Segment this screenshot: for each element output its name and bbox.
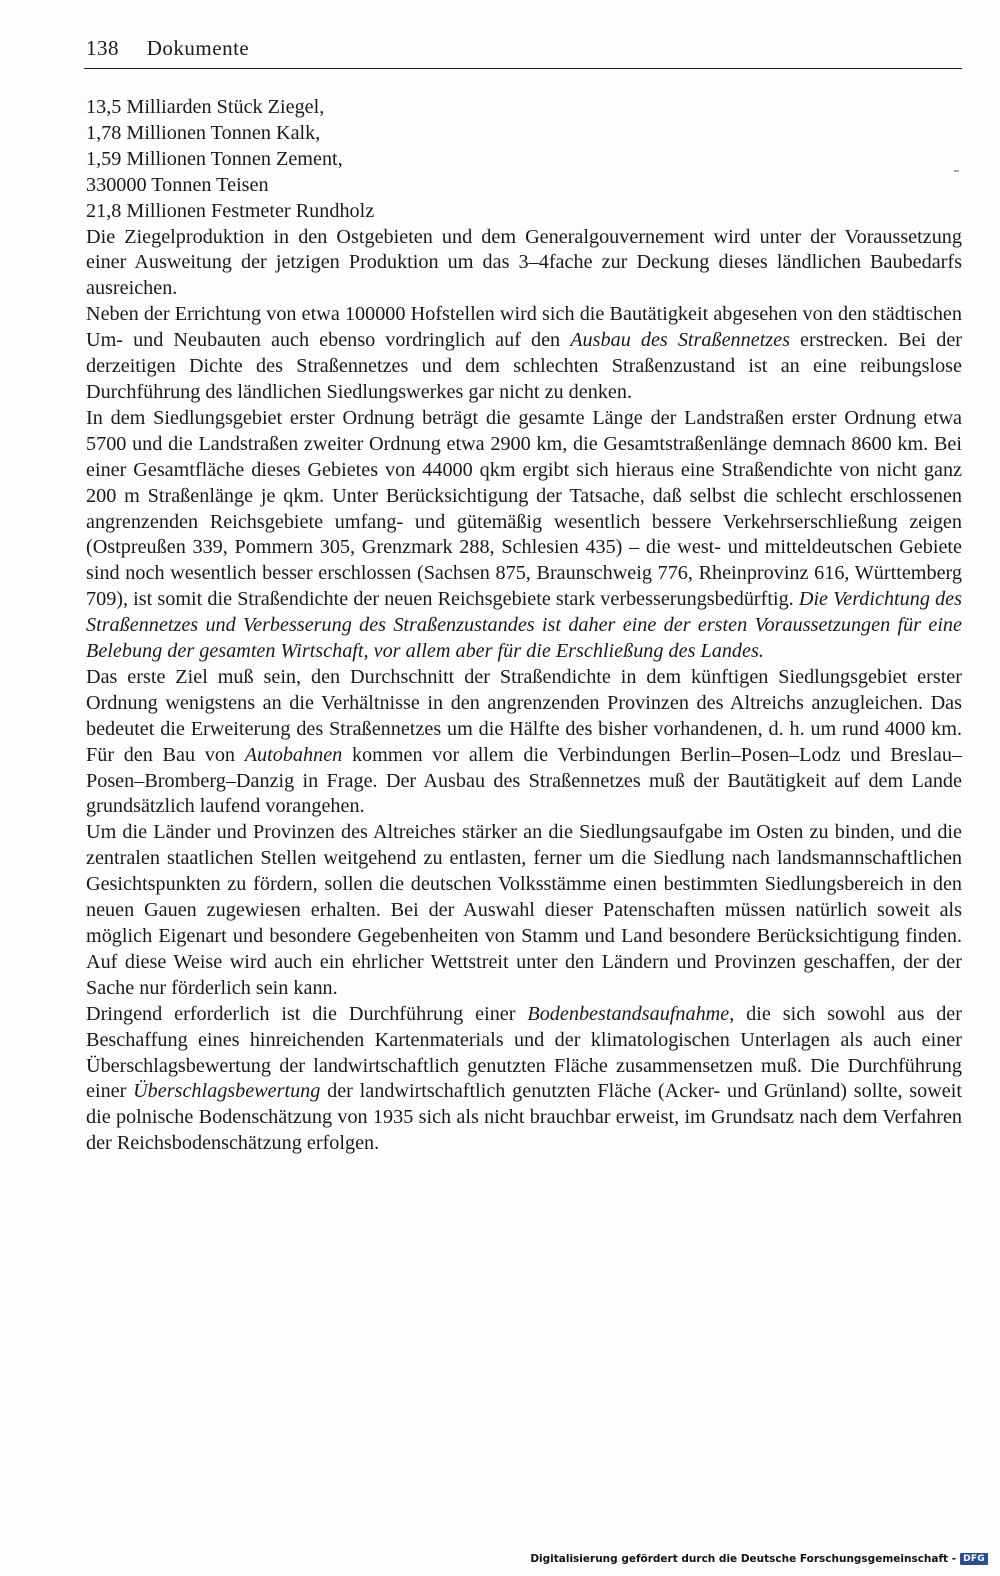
italic-text: Ausbau des Straßennetzes [570,329,790,352]
paragraph [86,225,962,303]
list-item: 13,5 Milliarden Stück Ziegel, [86,96,325,118]
footer-credit [530,1550,988,1568]
footer-credit-text: Digitalisierung gefördert durch die Deutsche Forschungsgemeinschaft - [530,1553,957,1565]
paragraph-text: erstrecken. Bei der derzeitigen Dichte des Straßennetzes und dem schlechten Straßenzustand ist an eine reibungslose Durchführung des ländlichen Siedlungswerkes gar nicht zu denken. [86,329,963,403]
paragraph [86,302,962,406]
paragraph-text: Dringend erforderlich ist die Durchführung einer [86,1002,528,1025]
list-item: 1,78 Millionen Tonnen Kalk, [86,121,321,144]
page-number: 138 [86,36,119,60]
section-title: Dokumente [146,36,250,60]
paragraph-text: In dem Siedlungsgebiet erster Ordnung beträgt die gesamte Länge der Landstraßen erster Ordnung etwa 5700 und die Landstraßen zweiter Ordnung etwa 2900 km, die Gesamtstraßenlänge demnach 8600 km. Bei einer Gesamtfläche dieses Gebietes von 44000 qkm ergibt sich hieraus eine Straßendichte von nicht ganz 200 m Straßenlänge je qkm. Unter Berücksichtigung der Tatsache, daß selbst die schlecht erschlossenen angrenzenden Reichsgebiete umfang- und gütemäßig wesentlich bessere Verkehrserschließung zeigen (Ostpreußen 339, Pommern 305, Grenzmark 288, Schlesien 435) – die west- und mitteldeutschen Gebiete sind noch wesentlich besser erschlossen (Sachsen 875, Braunschweig 776, Rheinprovinz 616, Württemberg 709), ist somit die Straßendichte der neuen Reichsgebiete stark verbesserungsbedürftig. [86,406,962,611]
italic-text: Überschlagsbewertung [133,1080,321,1103]
body-text [86,95,962,1157]
paragraph-text: der landwirtschaftlich genutzten Fläche (Acker- und Grünland) sollte, soweit die polnische Bodenschätzung von 1935 sich als nicht brauchbar erweist, im Grundsatz nach dem Verfahren der Reichsbodenschätzung erfolgen. [86,1080,962,1155]
paragraph-text: Neben der Errichtung von etwa 100000 Hofstellen wird sich die Bautätigkeit abgesehen von den städtischen Um- und Neubauten auch ebenso vordringlich auf den [86,303,962,352]
material-list [86,95,962,225]
paragraph-text: Um die Länder und Provinzen des Altreiches stärker an die Siedlungsaufgabe im Osten zu binden, und die zentralen staatlichen Stellen weitgehend zu entlasten, ferner um die Siedlung nach landsmannschaftlichen Gesichtspunkten zu fördern, sollen die deutschen Volksstämme einen bestimmten Siedlungsbereich in den neuen Gauen zugewiesen erhalten. Bei der Auswahl dieser Patenschaften müssen natürlich soweit als möglich Eigenart und besondere Gegebenheiten von Stamm und Land besondere Berücksichtigung finden. Auf diese Weise wird auch ein ehrlicher Wettstreit unter den Ländern und Provinzen geschaffen, der der Sache nur förderlich sein kann. [86,821,962,999]
dfg-logo: DFG [960,1553,988,1565]
italic-text: Autobahnen [244,743,343,766]
paragraph [86,820,962,1001]
paragraph-text: , die sich sowohl aus der Beschaffung eines hinreichenden Kartenmaterials und der klimatologischen Unterlagen als auch einer Überschlagsbewertung der landwirtschaftlich genutzten Fläche zusammensetzen muß. Die Durchführung einer [86,1002,962,1103]
paragraph [86,665,962,820]
paragraphs [86,225,962,1158]
header-rule [84,68,962,69]
italic-text: Bodenbestandsaufnahme [527,1002,730,1025]
paragraph-text: kommen vor allem die Verbindungen Berlin–Posen–Lodz und Breslau–Posen–Bromberg–Danzig in Frage. Der Ausbau des Straßennetzes muß der Bautätigkeit auf dem Lande grundsätzlich laufend vorangehen. [86,743,963,818]
list-item: 330000 Tonnen Teisen [86,173,269,196]
italic-text: Die Verdichtung des Straßennetzes und Verbesserung des Straßenzustandes ist daher eine der ersten Voraussetzungen für eine Belebung der gesamten Wirtschaft, vor allem aber für die Erschließung des Landes. [86,588,962,663]
list-item: 1,59 Millionen Tonnen Zement, [86,147,343,170]
running-head [86,36,962,66]
list-item: 21,8 Millionen Festmeter Rundholz [86,199,375,222]
paragraph-text: Die Ziegelproduktion in den Ostgebieten und dem Generalgouvernement wird unter der Voraussetzung einer Ausweitung der jetzigen Produktion um das 3–4fache zur Deckung dieses ländlichen Baubedarfs ausreichen. [86,225,962,300]
paragraph-text: Das erste Ziel muß sein, den Durchschnitt der Straßendichte in dem künftigen Siedlungsgebiet erster Ordnung wenigstens an die Verhältnisse in den angrenzenden Provinzen des Altreichs anzugleichen. Das bedeutet die Erweiterung des Straßennetzes um die Hälfte des bisher vorhandenen, d. h. um rund 4000 km. Für den Bau von [86,665,962,766]
paragraph [86,406,962,665]
paragraph [86,1002,962,1157]
